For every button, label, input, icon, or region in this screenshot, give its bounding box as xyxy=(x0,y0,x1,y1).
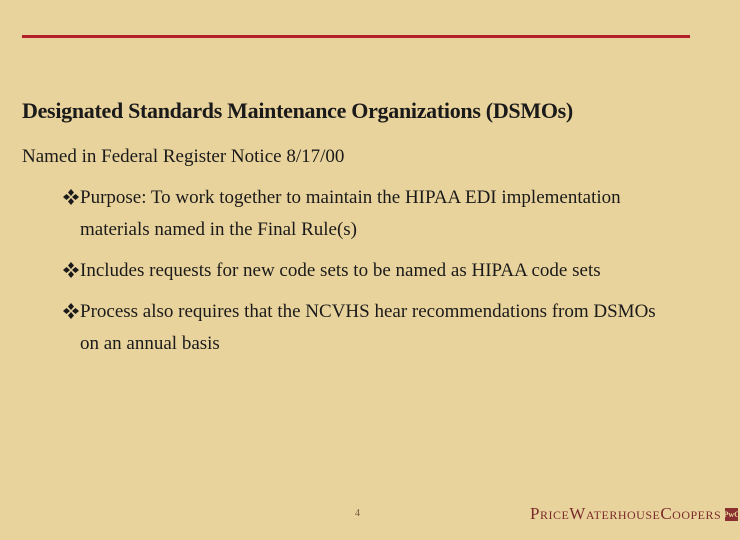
bullet-item xyxy=(62,182,712,246)
bullet-text-continued: materials named in the Final Rule(s) xyxy=(80,219,358,240)
footer-logo xyxy=(530,504,738,524)
slide-title: Designated Standards Maintenance Organizations (DSMOs) xyxy=(22,98,573,123)
footer-logo-text: PriceWaterhouseCoopers xyxy=(530,504,722,523)
slide-subtitle: Named in Federal Register Notice 8/17/00 xyxy=(22,146,345,167)
bullet-item xyxy=(62,296,712,360)
diamond-bullet-icon xyxy=(62,188,80,206)
bullet-text: Includes requests for new code sets to be named as HIPAA code sets xyxy=(80,260,601,281)
bullet-item xyxy=(62,255,712,287)
bullet-text: Purpose: To work together to maintain the HIPAA EDI implementation xyxy=(80,187,621,208)
page-number: 4 xyxy=(355,508,360,519)
bullet-list xyxy=(62,182,712,369)
bullet-text-continued: on an annual basis xyxy=(80,333,220,354)
bullet-text: Process also requires that the NCVHS hear recommendations from DSMOs xyxy=(80,301,656,322)
pwc-logo-icon: PwC xyxy=(723,509,740,519)
diamond-bullet-icon xyxy=(62,302,80,320)
diamond-bullet-icon xyxy=(62,261,80,279)
top-rule xyxy=(22,35,690,38)
